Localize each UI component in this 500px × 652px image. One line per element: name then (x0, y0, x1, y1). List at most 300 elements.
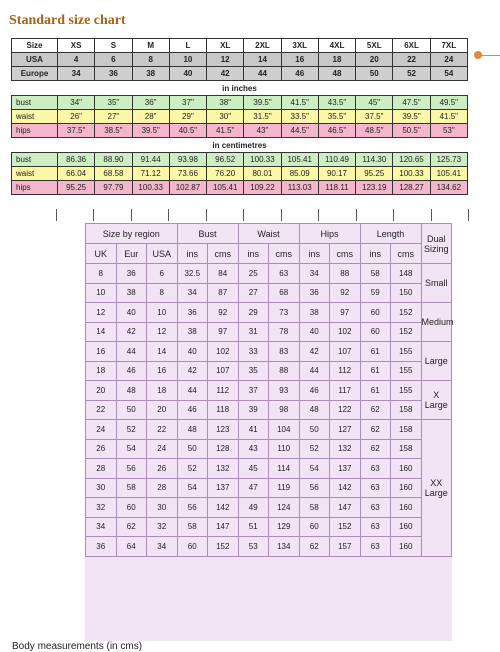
table-cell: 48 (299, 400, 330, 420)
bust-cell: 34" (58, 96, 95, 110)
table-cell: 61 (360, 361, 391, 381)
hips-cell: 37.5" (58, 124, 95, 138)
eur-label: Europe (12, 67, 58, 81)
table-cell: 12 (147, 322, 178, 342)
table-row (86, 283, 452, 303)
waist-cell: 66.04 (58, 167, 95, 181)
table-cell: 54 (177, 478, 208, 498)
table-row (86, 478, 452, 498)
table-cell: 30 (86, 478, 117, 498)
waist-cell: 39.5" (393, 110, 430, 124)
usa-cell: 24 (430, 53, 467, 67)
hips-cell: 118.11 (318, 181, 355, 195)
table-cell: 56 (116, 459, 147, 479)
tick-mark (131, 209, 132, 221)
table-cell: 73 (269, 303, 300, 323)
hips-cell: 102.87 (169, 181, 206, 195)
waist-cell: 100.33 (393, 167, 430, 181)
table-cell: 110 (269, 439, 300, 459)
bust-cell: 49.5" (430, 96, 467, 110)
table-cell: 58 (360, 264, 391, 284)
eur-row (12, 67, 468, 81)
table-cell: 34 (147, 537, 178, 557)
table-cell: 83 (269, 342, 300, 362)
table-cell: 84 (208, 264, 239, 284)
bust-cell: 35" (95, 96, 132, 110)
table-cell: 88 (269, 361, 300, 381)
table-cell: 56 (299, 478, 330, 498)
table-cell: 92 (330, 283, 361, 303)
table-cell: 52 (177, 459, 208, 479)
usa-cell: 14 (244, 53, 281, 67)
table-cell: 87 (208, 283, 239, 303)
table-cell: 31 (238, 322, 269, 342)
tick-mark (243, 209, 244, 221)
hips-cell: 109.22 (244, 181, 281, 195)
dual-size-label: XX Large (421, 420, 452, 557)
bust-cell: 110.49 (318, 153, 355, 167)
table-row (86, 420, 452, 440)
waist-cell: 73.66 (169, 167, 206, 181)
table-cell: 16 (86, 342, 117, 362)
standard-size-table (11, 38, 468, 195)
subheader-cell: ins (177, 244, 208, 264)
table-cell: 112 (208, 381, 239, 401)
tick-mark (356, 209, 357, 221)
table-cell: 40 (299, 322, 330, 342)
waist-cell: 30" (207, 110, 244, 124)
eur-cell: 36 (95, 67, 132, 81)
table-cell: 107 (208, 361, 239, 381)
hdr-cell: S (95, 39, 132, 53)
dual-size-label: Small (421, 264, 452, 303)
subheader-cell: ins (299, 244, 330, 264)
table-cell: 52 (116, 420, 147, 440)
size-by-region-table (85, 223, 452, 557)
waist-cell: 27" (95, 110, 132, 124)
waist-cell: 29" (169, 110, 206, 124)
table-cell: 42 (299, 342, 330, 362)
waist-cell: 33.5" (281, 110, 318, 124)
table-cell: 34 (177, 283, 208, 303)
table-cell: 63 (360, 537, 391, 557)
table-cell: 53 (238, 537, 269, 557)
tick-mark (318, 209, 319, 221)
table-cell: 10 (86, 283, 117, 303)
table-cell: 24 (86, 420, 117, 440)
table-row (86, 303, 452, 323)
tick-mark (206, 209, 207, 221)
table-cell: 107 (330, 342, 361, 362)
table-cell: 62 (360, 439, 391, 459)
table-row (86, 381, 452, 401)
eur-cell: 54 (430, 67, 467, 81)
table-cell: 147 (330, 498, 361, 518)
hdr-cell: XS (58, 39, 95, 53)
page-title: Standard size chart (9, 13, 126, 28)
eur-cell: 44 (244, 67, 281, 81)
table-cell: 102 (208, 342, 239, 362)
bust-row (12, 153, 468, 167)
table-cell: 14 (147, 342, 178, 362)
header-hips: Hips (299, 224, 360, 244)
waist-cell: 90.17 (318, 167, 355, 181)
bust-cell: 120.65 (393, 153, 430, 167)
tick-mark (281, 209, 282, 221)
bust-cell: 41.5" (281, 96, 318, 110)
column-tick-marks (11, 209, 468, 223)
bust-cell: 91.44 (132, 153, 169, 167)
waist-cell: 26" (58, 110, 95, 124)
table-cell: 44 (299, 361, 330, 381)
header-size-by-region: Size by region (86, 224, 178, 244)
centimetres-heading: in centimetres (12, 138, 468, 153)
table-cell: 134 (269, 537, 300, 557)
hips-cell: 43" (244, 124, 281, 138)
waist-cell: 35.5" (318, 110, 355, 124)
hdr-cell: 3XL (281, 39, 318, 53)
table-row (86, 322, 452, 342)
table-cell: 50 (299, 420, 330, 440)
table-cell: 160 (391, 537, 422, 557)
header-waist: Waist (238, 224, 299, 244)
table-cell: 68 (269, 283, 300, 303)
subheader-cell: cms (269, 244, 300, 264)
table-cell: 58 (116, 478, 147, 498)
hips-cell: 39.5" (132, 124, 169, 138)
table-cell: 16 (147, 361, 178, 381)
tick-mark (168, 209, 169, 221)
table-cell: 92 (208, 303, 239, 323)
table-cell: 49 (238, 498, 269, 518)
table-cell: 24 (147, 439, 178, 459)
bust-label: bust (12, 153, 58, 167)
table-cell: 61 (360, 342, 391, 362)
table-cell: 122 (330, 400, 361, 420)
table-cell: 20 (147, 400, 178, 420)
table-cell: 36 (86, 537, 117, 557)
table-cell: 50 (177, 439, 208, 459)
bust-cell: 37" (169, 96, 206, 110)
table-cell: 117 (330, 381, 361, 401)
table-row (86, 537, 452, 557)
table-cell: 152 (391, 322, 422, 342)
table-cell: 46 (177, 400, 208, 420)
hips-cell: 40.5" (169, 124, 206, 138)
hips-cell: 50.5" (393, 124, 430, 138)
waist-cell: 85.09 (281, 167, 318, 181)
table-cell: 46 (299, 381, 330, 401)
dual-size-label: X Large (421, 381, 452, 420)
table-cell: 98 (269, 400, 300, 420)
table-cell: 59 (360, 283, 391, 303)
table-cell: 10 (147, 303, 178, 323)
table-cell: 114 (269, 459, 300, 479)
table-cell: 158 (391, 439, 422, 459)
subheader-cell: cms (391, 244, 422, 264)
tick-mark (56, 209, 57, 221)
hips-cell: 97.79 (95, 181, 132, 195)
table-cell: 30 (147, 498, 178, 518)
table-cell: 60 (360, 303, 391, 323)
eur-cell: 42 (207, 67, 244, 81)
table-cell: 147 (208, 517, 239, 537)
dual-size-label: Large (421, 342, 452, 381)
table-cell: 119 (269, 478, 300, 498)
header-length: Length (360, 224, 421, 244)
table-cell: 47 (238, 478, 269, 498)
subheader-cell: ins (238, 244, 269, 264)
table-row (86, 361, 452, 381)
subheader-cell: USA (147, 244, 178, 264)
table-cell: 20 (86, 381, 117, 401)
table-cell: 60 (116, 498, 147, 518)
table-cell: 51 (238, 517, 269, 537)
table-cell: 158 (391, 420, 422, 440)
table-cell: 155 (391, 342, 422, 362)
usa-cell: 6 (95, 53, 132, 67)
table-row (86, 264, 452, 284)
table-cell: 6 (147, 264, 178, 284)
table-cell: 102 (330, 322, 361, 342)
table-cell: 160 (391, 517, 422, 537)
table-cell: 112 (330, 361, 361, 381)
table-cell: 142 (208, 498, 239, 518)
table-cell: 50 (116, 400, 147, 420)
bust-label: bust (12, 96, 58, 110)
eur-cell: 40 (169, 67, 206, 81)
eur-cell: 50 (356, 67, 393, 81)
table-cell: 48 (116, 381, 147, 401)
table-cell: 155 (391, 381, 422, 401)
waist-cell: 37.5" (356, 110, 393, 124)
hdr-cell: M (132, 39, 169, 53)
table-cell: 61 (360, 381, 391, 401)
bust-cell: 96.52 (207, 153, 244, 167)
waist-cell: 71.12 (132, 167, 169, 181)
table-cell: 28 (147, 478, 178, 498)
table-cell: 8 (147, 283, 178, 303)
hips-cell: 123.19 (356, 181, 393, 195)
table-cell: 32 (147, 517, 178, 537)
table-cell: 60 (299, 517, 330, 537)
waist-label: waist (12, 167, 58, 181)
table-cell: 157 (330, 537, 361, 557)
tick-mark (393, 209, 394, 221)
table-cell: 152 (391, 303, 422, 323)
table-cell: 64 (116, 537, 147, 557)
table-row (86, 342, 452, 362)
table-cell: 40 (116, 303, 147, 323)
table-cell: 26 (147, 459, 178, 479)
inches-heading: in inches (12, 81, 468, 96)
usa-cell: 4 (58, 53, 95, 67)
table-cell: 124 (269, 498, 300, 518)
table-cell: 142 (330, 478, 361, 498)
waist-cell: 80.01 (244, 167, 281, 181)
waist-cell: 41.5" (430, 110, 467, 124)
bust-cell: 43.5" (318, 96, 355, 110)
table-cell: 36 (116, 264, 147, 284)
table-cell: 63 (360, 517, 391, 537)
hips-cell: 48.5" (356, 124, 393, 138)
table-cell: 118 (208, 400, 239, 420)
table-row (86, 400, 452, 420)
table-cell: 22 (86, 400, 117, 420)
table-cell: 137 (330, 459, 361, 479)
table-cell: 152 (208, 537, 239, 557)
table-cell: 18 (86, 361, 117, 381)
table-cell: 54 (116, 439, 147, 459)
hdr-cell: 2XL (244, 39, 281, 53)
table-cell: 63 (360, 478, 391, 498)
table-cell: 38 (177, 322, 208, 342)
table-cell: 62 (299, 537, 330, 557)
hips-cell: 46.5" (318, 124, 355, 138)
table-cell: 42 (116, 322, 147, 342)
table-cell: 62 (360, 400, 391, 420)
table-cell: 160 (391, 459, 422, 479)
table-cell: 35 (238, 361, 269, 381)
table-cell: 52 (299, 439, 330, 459)
bust-cell: 88.90 (95, 153, 132, 167)
table-cell: 128 (208, 439, 239, 459)
table-cell: 129 (269, 517, 300, 537)
table-cell: 63 (360, 459, 391, 479)
tick-mark (93, 209, 94, 221)
table-cell: 39 (238, 400, 269, 420)
table-cell: 132 (330, 439, 361, 459)
table-cell: 25 (238, 264, 269, 284)
bust-cell: 39.5" (244, 96, 281, 110)
table-cell: 37 (238, 381, 269, 401)
subheader-cell: cms (208, 244, 239, 264)
waist-cell: 95.25 (356, 167, 393, 181)
table-cell: 48 (177, 420, 208, 440)
table-cell: 42 (177, 361, 208, 381)
table-row (86, 498, 452, 518)
table-cell: 97 (208, 322, 239, 342)
table-cell: 56 (177, 498, 208, 518)
bust-cell: 38" (207, 96, 244, 110)
table-cell: 40 (177, 342, 208, 362)
table-cell: 148 (391, 264, 422, 284)
table-cell: 26 (86, 439, 117, 459)
bust-cell: 45" (356, 96, 393, 110)
table-cell: 44 (177, 381, 208, 401)
table-cell: 32 (86, 498, 117, 518)
hdr-cell: 6XL (393, 39, 430, 53)
table-cell: 123 (208, 420, 239, 440)
waist-row (12, 110, 468, 124)
hips-cell: 95.25 (58, 181, 95, 195)
subheader-cell: ins (360, 244, 391, 264)
subheader-cell: UK (86, 244, 117, 264)
table-cell: 33 (238, 342, 269, 362)
usa-label: USA (12, 53, 58, 67)
hips-cell: 113.03 (281, 181, 318, 195)
table-cell: 104 (269, 420, 300, 440)
usa-cell: 8 (132, 53, 169, 67)
bust-cell: 47.5" (393, 96, 430, 110)
usa-cell: 20 (356, 53, 393, 67)
table-cell: 127 (330, 420, 361, 440)
eur-cell: 48 (318, 67, 355, 81)
hips-cell: 53" (430, 124, 467, 138)
table-cell: 14 (86, 322, 117, 342)
table-cell: 93 (269, 381, 300, 401)
table-cell: 8 (86, 264, 117, 284)
table-cell: 158 (391, 400, 422, 420)
table-cell: 28 (86, 459, 117, 479)
usa-cell: 22 (393, 53, 430, 67)
table-cell: 43 (238, 439, 269, 459)
hips-row (12, 181, 468, 195)
eur-cell: 34 (58, 67, 95, 81)
hips-label: hips (12, 181, 58, 195)
waist-label: waist (12, 110, 58, 124)
subheader-cell: Eur (116, 244, 147, 264)
table-cell: 60 (177, 537, 208, 557)
table-cell: 38 (116, 283, 147, 303)
hdr-cell: XL (207, 39, 244, 53)
usa-cell: 18 (318, 53, 355, 67)
table-cell: 45 (238, 459, 269, 479)
table-cell: 34 (86, 517, 117, 537)
table-cell: 46 (116, 361, 147, 381)
table-cell: 78 (269, 322, 300, 342)
usa-cell: 16 (281, 53, 318, 67)
table-cell: 160 (391, 498, 422, 518)
table-cell: 63 (269, 264, 300, 284)
dual-size-label: Medium (421, 303, 452, 342)
table-cell: 88 (330, 264, 361, 284)
table-cell: 60 (360, 322, 391, 342)
table-row (86, 459, 452, 479)
table-cell: 150 (391, 283, 422, 303)
table-cell: 160 (391, 478, 422, 498)
tick-mark (431, 209, 432, 221)
bust-cell: 105.41 (281, 153, 318, 167)
hdr-label: Size (12, 39, 58, 53)
table-cell: 97 (330, 303, 361, 323)
eur-cell: 46 (281, 67, 318, 81)
table-cell: 58 (177, 517, 208, 537)
table-cell: 32.5 (177, 264, 208, 284)
waist-cell: 68.58 (95, 167, 132, 181)
table-cell: 18 (147, 381, 178, 401)
hdr-cell: 7XL (430, 39, 467, 53)
table-cell: 62 (116, 517, 147, 537)
subheader-cell: cms (330, 244, 361, 264)
usa-cell: 10 (169, 53, 206, 67)
hdr-cell: L (169, 39, 206, 53)
table-cell: 137 (208, 478, 239, 498)
table-cell: 12 (86, 303, 117, 323)
eur-cell: 52 (393, 67, 430, 81)
hips-cell: 105.41 (207, 181, 244, 195)
decorative-dot-icon (474, 51, 482, 59)
table-cell: 34 (299, 264, 330, 284)
usa-row (12, 53, 468, 67)
hips-cell: 128.27 (393, 181, 430, 195)
table-cell: 152 (330, 517, 361, 537)
bust-row (12, 96, 468, 110)
table-cell: 44 (116, 342, 147, 362)
waist-cell: 105.41 (430, 167, 467, 181)
bust-cell: 100.33 (244, 153, 281, 167)
table-cell: 36 (299, 283, 330, 303)
